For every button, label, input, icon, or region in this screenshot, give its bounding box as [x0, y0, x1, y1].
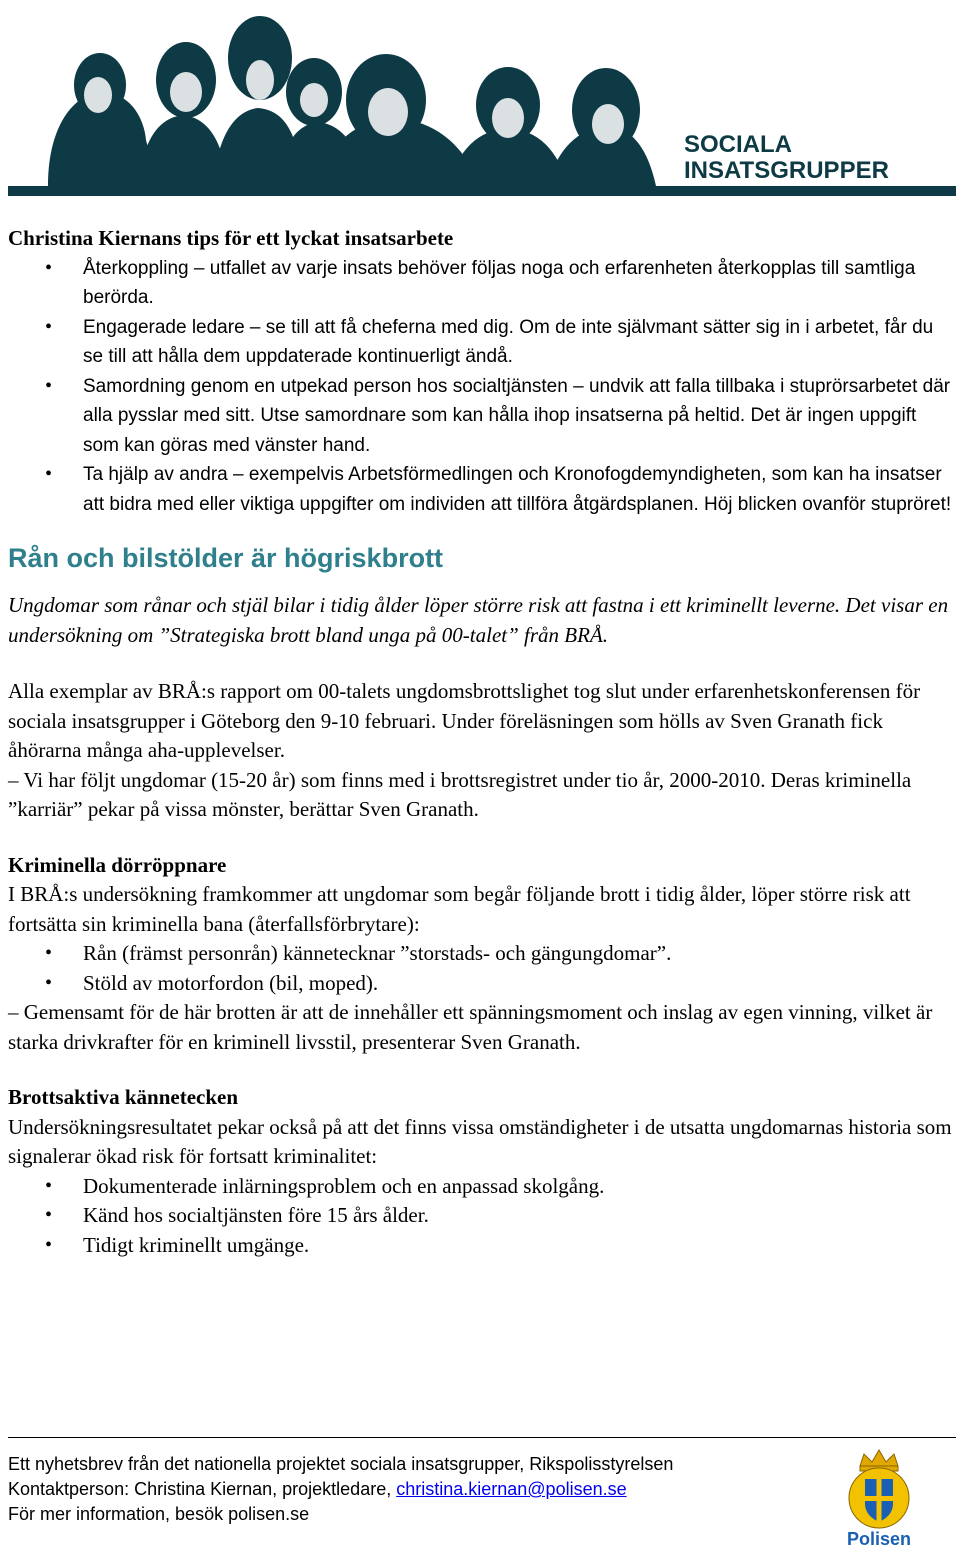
article-section-3	[8, 1113, 952, 1261]
tips-item	[8, 460, 952, 519]
tips-item	[8, 254, 952, 313]
list-item	[8, 1231, 952, 1261]
tips-list	[8, 254, 952, 520]
article-paragraph-1: Alla exemplar av BRÅ:s rapport om 00-talets ungdomsbrottslighet tog slut under erfarenhetskonferensen för sociala insatsgrupper i Göteborg den 9-10 februari. Under föreläsningen som hölls av Sven Granath fick åhörarna många aha-upplevelser.	[8, 679, 921, 762]
article-heading: Rån och bilstölder är högriskbrott	[8, 543, 444, 573]
list-item	[8, 1201, 952, 1231]
subheading-doorsopeners: Kriminella dörröppnare	[8, 852, 227, 877]
footer-contact-prefix: Kontaktperson: Christina Kiernan, projektledare,	[8, 1479, 397, 1499]
article-quote-1: – Vi har följt ungdomar (15-20 år) som finns med i brottsregistret under tio år, 2000-2010. Deras kriminella ”karriär” pekar på vissa mönster, berättar Sven Granath.	[8, 767, 912, 821]
bullet-icon: •	[45, 374, 53, 397]
banner-illustration	[8, 0, 956, 196]
footer-contact-line	[8, 1477, 848, 1502]
article-paragraph	[8, 677, 952, 825]
footer-newsletter-line: Ett nyhetsbrev från det nationella projektet sociala insatsgrupper, Rikspolisstyrelsen	[8, 1454, 674, 1474]
bullet-icon: •	[45, 1233, 53, 1256]
subheading-crime-active-signs: Brottsaktiva kännetecken	[8, 1085, 239, 1109]
tips-item-text-rest: Om de inte självmant sätter sig in i arbetet, får du se till att hålla dem uppdaterade kontinuerligt ändå.	[83, 316, 934, 367]
bullet-icon: •	[45, 942, 53, 964]
bullet-icon: •	[45, 1204, 53, 1226]
list-item-text: Tidigt kriminellt umgänge.	[83, 1232, 310, 1257]
contact-email-link[interactable]: christina.kiernan@polisen.se	[396, 1479, 627, 1499]
article-paragraph-4: Undersökningsresultatet pekar också på att det finns vissa omständigheter i de utsatta ungdomarnas historia som signalerar ökad risk för fortsatt kriminalitet:	[8, 1114, 952, 1168]
bullet-icon: •	[45, 256, 53, 279]
tips-item-text: Ta hjälp av andra – exempelvis Arbetsförmedlingen och Kronofogdemyndigheten, som kan ha insatser att bidra med eller viktiga uppgifter om individen att tillföra åtgärdsplanen. Höj blicken ovanför stupröret!	[83, 464, 952, 515]
list-item	[8, 939, 952, 969]
list-item-text: Dokumenterade inlärningsproblem och en anpassad skolgång.	[83, 1173, 605, 1198]
tips-item	[8, 313, 952, 372]
article-paragraph-3: – Gemensamt för de här brotten är att de innehåller ett spänningsmoment och inslag av egen vinning, vilket är starka drivkrafter för en kriminell livsstil, presenterar Sven Granath.	[8, 1000, 933, 1054]
list-item	[8, 969, 952, 999]
logo-line2: INSATSGRUPPER	[684, 157, 889, 184]
list-item-text: Känd hos socialtjänsten före 15 års ålder.	[83, 1203, 429, 1227]
bullet-icon: •	[45, 315, 53, 338]
article-ingress: Ungdomar som rånar och stjäl bilar i tidig ålder löper större risk att fastna i ett kriminellt leverne. Det visar en undersökning om ”Strategiska brott bland unga på 00-talet” från BRÅ.	[8, 593, 949, 647]
footer-divider	[8, 1437, 956, 1438]
tips-item-text-rest: Utse samordnare som kan hålla ihop insatserna på heltid. Det är ingen uppgift som kan göras med vänster hand.	[83, 405, 917, 456]
article-paragraph-2: I BRÅ:s undersökning framkommer att ungdomar som begår följande brott i tidig ålder, löper större risk att fortsätta sin kriminella bana (återfallsförbrytare):	[8, 882, 911, 936]
main-content	[8, 224, 952, 1260]
tips-item	[8, 372, 952, 461]
footer	[8, 1452, 848, 1527]
footer-info-line: För mer information, besök polisen.se	[8, 1504, 310, 1524]
police-emblem-icon	[838, 1446, 920, 1550]
list-item-text: Stöld av motorfordon (bil, moped).	[83, 970, 379, 995]
article-section-2	[8, 880, 952, 1057]
tips-item-text: Återkoppling – utfallet av varje insats behöver följas noga och erfarenheten återkopplas till samtliga berörda.	[83, 257, 916, 308]
list-item-text: Rån (främst personrån) kännetecknar ”storstads- och gängungdomar”.	[83, 941, 672, 965]
list-item	[8, 1172, 952, 1202]
tips-item-text: Engagerade ledare – se till att få cheferna med dig.	[83, 316, 514, 338]
header-banner	[8, 0, 956, 196]
logo-line1: SOCIALA	[684, 131, 792, 158]
tips-title: Christina Kiernans tips för ett lyckat insatsarbete	[8, 226, 454, 250]
bullet-icon: •	[45, 463, 53, 485]
crime-list	[8, 939, 952, 998]
risk-list	[8, 1172, 952, 1261]
bullet-icon: •	[45, 1174, 53, 1197]
bullet-icon: •	[45, 971, 53, 994]
police-wordmark: Polisen	[846, 1529, 912, 1549]
police-logo	[838, 1446, 920, 1550]
tips-item-text: Samordning genom en utpekad person hos socialtjänsten – undvik att falla tillbaka i stuprörsarbetet där alla pysslar med sitt.	[83, 375, 951, 426]
